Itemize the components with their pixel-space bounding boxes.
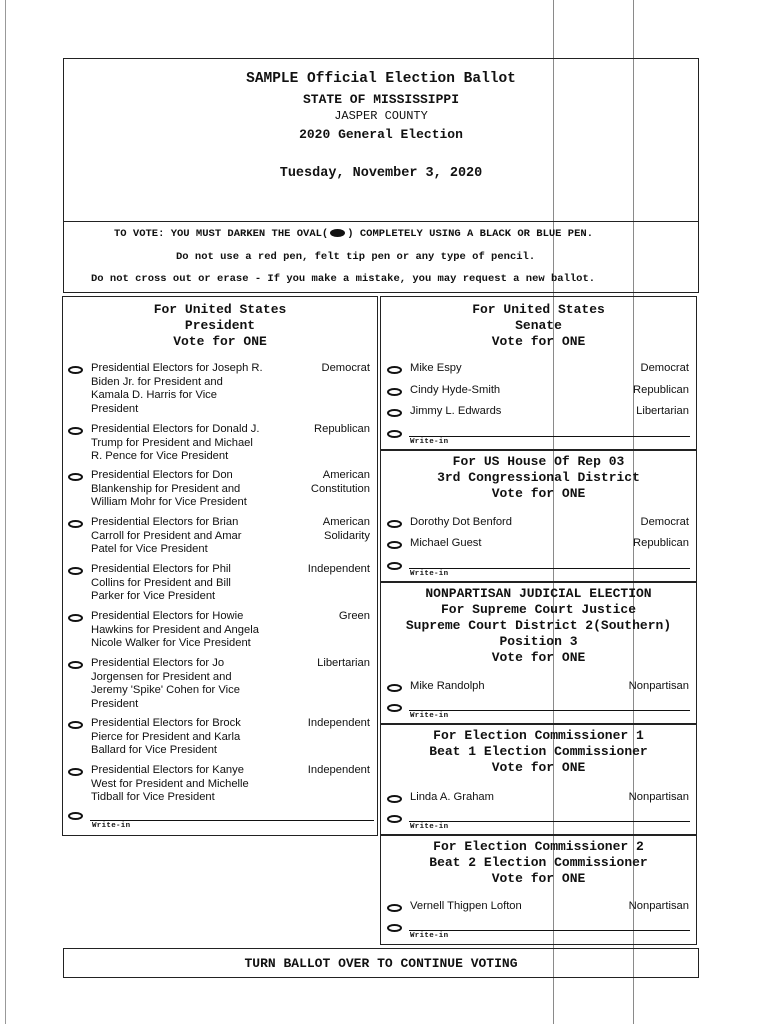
state-name: STATE OF MISSISSIPPI: [302, 92, 460, 107]
write-in-line[interactable]: [409, 821, 690, 822]
contest-vote-for: Vote for ONE: [491, 760, 586, 775]
candidate-name: Presidential Electors for Howie Hawkins for President and Angela Nicole Walker for Vice President: [91, 610, 259, 650]
candidate-name: Presidential Electors for Brock Pierce for President and Karla Ballard for Vice President: [91, 717, 241, 757]
vote-oval-write-in[interactable]: [387, 430, 402, 438]
candidate-name: Mike Randolph: [410, 680, 485, 692]
contest-title-2: 3rd Congressional District: [437, 470, 640, 485]
candidate-name: Presidential Electors for Jo Jorgensen for President and Jeremy 'Spike' Cohen for Vice President: [91, 657, 240, 710]
contest-title-2: President: [184, 318, 256, 333]
election-name: 2020 General Election: [299, 127, 463, 142]
contest-title-3: Supreme Court District 2(Southern): [405, 618, 672, 633]
vote-oval[interactable]: [387, 388, 402, 396]
write-in-line[interactable]: [409, 436, 690, 437]
contest-title-1: For United States: [153, 302, 287, 317]
vote-oval-write-in[interactable]: [387, 815, 402, 823]
candidate-party: Independent: [307, 764, 370, 776]
vote-oval[interactable]: [68, 768, 83, 776]
candidate-name: Presidential Electors for Brian Carroll for President and Amar Patel for Vice President: [91, 516, 242, 556]
write-in-line[interactable]: [409, 710, 690, 711]
candidate-name: Vernell Thigpen Lofton: [410, 900, 522, 912]
write-in-label: Write-in: [92, 822, 131, 830]
vote-oval[interactable]: [68, 614, 83, 622]
vote-oval[interactable]: [68, 721, 83, 729]
vote-oval-write-in[interactable]: [387, 704, 402, 712]
contest-title-1: For Election Commissioner 2: [433, 839, 644, 854]
contest-title-2: Beat 2 Election Commissioner: [429, 855, 648, 870]
write-in-line[interactable]: [409, 930, 690, 931]
write-in-label: Write-in: [410, 712, 449, 720]
write-in-label: Write-in: [410, 570, 449, 578]
write-in-line[interactable]: [90, 820, 374, 821]
vote-oval[interactable]: [387, 409, 402, 417]
candidate-party: Republican: [633, 537, 689, 549]
candidate-party: Libertarian: [636, 405, 689, 417]
contest-commissioner-1: [380, 724, 697, 835]
candidate-name: Mike Espy: [410, 362, 462, 374]
contest-title-1: For Election Commissioner 1: [433, 728, 644, 743]
contest-vote-for: Vote for ONE: [491, 486, 586, 501]
turn-over-footer: [63, 948, 699, 978]
vote-oval[interactable]: [68, 366, 83, 374]
vote-oval-write-in[interactable]: [387, 562, 402, 570]
vote-oval[interactable]: [387, 366, 402, 374]
instruction-line-1-post: ) COMPLETELY USING A BLACK OR BLUE PEN.: [347, 228, 593, 240]
candidate-name: Linda A. Graham: [410, 791, 494, 803]
candidate-name: Presidential Electors for Phil Collins for President and Bill Parker for Vice President: [91, 563, 231, 603]
write-in-label: Write-in: [410, 438, 449, 446]
contest-vote-for: Vote for ONE: [491, 871, 586, 886]
candidate-name: Michael Guest: [410, 537, 482, 549]
candidate-name: Presidential Electors for Joseph R. Biden Jr. for President and Kamala D. Harris for Vice President: [91, 362, 263, 415]
candidate-name: Cindy Hyde-Smith: [410, 384, 501, 396]
vote-oval[interactable]: [68, 473, 83, 481]
contest-commissioner-2: [380, 835, 697, 945]
write-in-label: Write-in: [410, 932, 449, 940]
instruction-line-1: [114, 228, 593, 240]
vote-oval[interactable]: [68, 520, 83, 528]
candidate-party: Democrat: [640, 516, 689, 528]
instruction-line-2: Do not use a red pen, felt tip pen or any type of pencil.: [176, 251, 536, 263]
contest-vote-for: Vote for ONE: [491, 650, 586, 665]
candidate-party: Nonpartisan: [628, 680, 689, 692]
candidate-party: Democrat: [640, 362, 689, 374]
contest-title-2: For Supreme Court Justice: [440, 602, 637, 617]
contest-vote-for: Vote for ONE: [173, 334, 267, 349]
scan-line-left: [5, 0, 6, 1024]
vote-oval[interactable]: [68, 661, 83, 669]
contest-title-4: Position 3: [499, 634, 578, 649]
election-date: Tuesday, November 3, 2020: [279, 166, 483, 181]
filled-oval-icon: [330, 229, 345, 237]
candidate-party: Nonpartisan: [628, 791, 689, 803]
contest-title-2: Beat 1 Election Commissioner: [429, 744, 648, 759]
contest-title-1: NONPARTISAN JUDICIAL ELECTION: [425, 586, 652, 601]
contest-title-2: Senate: [515, 318, 562, 333]
candidate-party: Republican: [633, 384, 689, 396]
contest-vote-for: Vote for ONE: [491, 334, 586, 349]
contest-judicial: [380, 582, 697, 724]
voting-instructions: [63, 221, 699, 293]
vote-oval[interactable]: [387, 904, 402, 912]
candidate-party: Democrat: [321, 362, 370, 374]
candidate-name: Presidential Electors for Kanye West for President and Michelle Tidball for Vice President: [91, 764, 249, 804]
candidate-party: American Constitution: [310, 469, 370, 495]
candidate-party: Green: [338, 610, 370, 622]
turn-over-text: TURN BALLOT OVER TO CONTINUE VOTING: [244, 956, 518, 971]
candidate-party: Nonpartisan: [628, 900, 689, 912]
candidate-party: Republican: [314, 423, 370, 435]
candidate-name: Presidential Electors for Don Blankenship for President and William Mohr for Vice President: [91, 469, 247, 509]
contest-title-1: For United States: [472, 302, 605, 317]
vote-oval-write-in[interactable]: [387, 924, 402, 932]
vote-oval[interactable]: [387, 684, 402, 692]
vote-oval[interactable]: [68, 427, 83, 435]
ballot-header: [63, 58, 699, 222]
vote-oval-write-in[interactable]: [68, 812, 83, 820]
write-in-line[interactable]: [409, 568, 690, 569]
county-name: JASPER COUNTY: [334, 109, 428, 123]
candidate-party: Independent: [307, 563, 370, 575]
candidate-name: Presidential Electors for Donald J. Trump for President and Michael R. Pence for Vice President: [91, 423, 260, 463]
write-in-label: Write-in: [410, 823, 449, 831]
vote-oval[interactable]: [387, 520, 402, 528]
instruction-line-3: Do not cross out or erase - If you make a mistake, you may request a new ballot.: [91, 273, 596, 285]
vote-oval[interactable]: [68, 567, 83, 575]
vote-oval[interactable]: [387, 795, 402, 803]
contest-title-1: For US House Of Rep 03: [452, 454, 625, 469]
candidate-party: Independent: [307, 717, 370, 729]
candidate-party: American Solidarity: [322, 516, 370, 542]
ballot-title: SAMPLE Official Election Ballot: [246, 71, 516, 87]
instruction-line-1-pre: TO VOTE: YOU MUST DARKEN THE OVAL(: [114, 228, 329, 240]
candidate-name: Jimmy L. Edwards: [410, 405, 502, 417]
candidate-name: Dorothy Dot Benford: [410, 516, 512, 528]
candidate-party: Libertarian: [317, 657, 370, 669]
vote-oval[interactable]: [387, 541, 402, 549]
